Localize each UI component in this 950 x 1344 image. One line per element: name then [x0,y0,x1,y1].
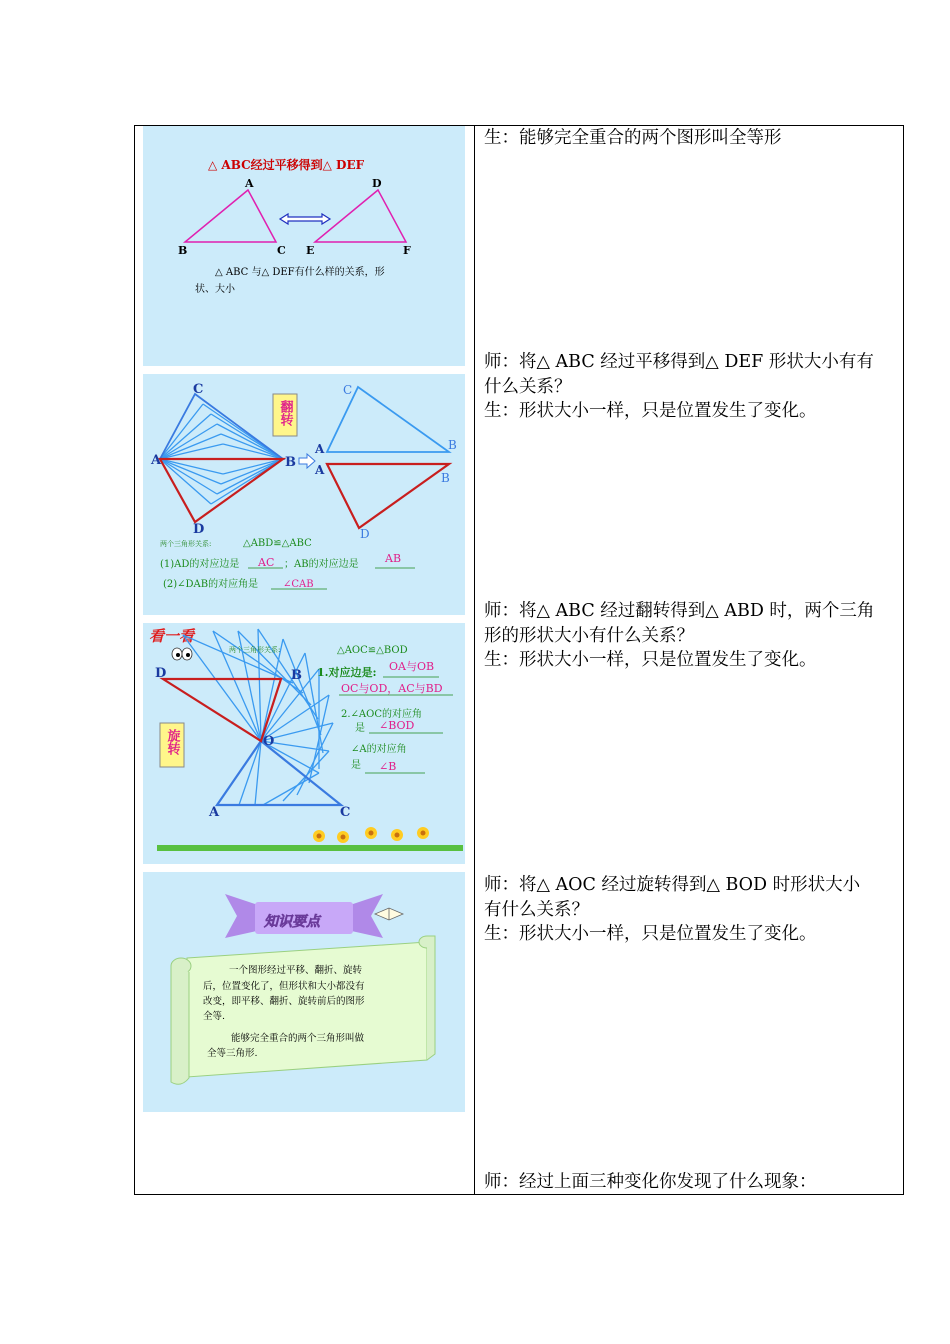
double-arrow-icon [280,214,330,224]
flip-q1-prefix: (1)AD的对应边是 [160,559,240,570]
rotation-item1-answer2: OC与OD，AC与BD [341,682,443,695]
label-a: A [245,177,254,190]
flip-label-c: C [193,382,204,397]
knowledge-line1: 一个图形经过平移、翻折、旋转 [229,965,363,976]
flip-q1-answer2: AB [385,552,402,565]
flip-arrow-icon [299,454,315,468]
slide-translation [143,126,465,366]
flower-border-decoration [157,827,463,851]
rotation-item2-answer: ∠BOD [379,719,415,732]
flip-relation-label: 两个三角形关系: [160,540,212,548]
book-icon [375,908,403,920]
rotation-item1-prefix: 1.对应边是: [317,666,377,679]
knowledge-line5: 能够完全重合的两个三角形叫做 [231,1033,365,1044]
rotation-fan-lines [183,629,333,805]
flip-right-d: D [360,527,370,541]
flip-label-a: A [151,453,162,468]
translation-title: △ ABC经过平移得到△ DEF [208,158,365,172]
flip-fan-lines [160,394,283,504]
flip-q1-answer: AC [258,556,275,569]
flip-diagram [143,374,465,615]
dialogue-teacher-rotation: 师：将△ AOC 经过旋转得到△ BOD 时形状大小 有什么关系？ 生：形状大小一样，只是位置发生了变化。 [484,875,861,944]
dialogue-teacher-flip: 师：将△ ABC 经过翻转得到△ ABD 时，两个三角 形的形状大小有什么关系？ 生：形状大小一样，只是位置发生了变化。 [484,601,875,670]
knowledge-line3: 改变，即平移、翻折、旋转前后的图形 [203,996,365,1007]
dialogue-teacher-translation: 师：将△ ABC 经过平移得到△ DEF 形状大小有有 什么关系？ 生：形状大小一样，只是位置发生了变化。 [484,352,874,421]
label-f: F [403,244,411,257]
flip-right-c: C [343,383,353,397]
label-e: E [306,244,315,257]
label-c: C [277,244,286,257]
triangle-def [315,190,406,242]
triangle-abc [185,190,276,242]
slide-knowledge [143,872,465,1112]
knowledge-line4: 全等. [203,1011,226,1022]
rotation-label-o: O [263,734,275,749]
rotation-relation-label: 两个三角形关系: [229,646,281,654]
translation-diagram [143,126,465,366]
label-d: D [372,177,382,190]
flip-q1-mid: ；AB的对应边是 [284,559,359,570]
flip-right-a-top: A [315,442,325,456]
dialogue-student-1: 生：能够完全重合的两个图形叫全等形 [484,128,782,148]
flip-right-a-bottom: A [315,463,325,477]
knowledge-banner-text: 知识要点 [264,914,320,930]
flip-label-d: D [193,522,205,537]
knowledge-diagram [143,872,465,1112]
flip-q2-answer: ∠CAB [283,579,314,590]
rotation-item3-answer: ∠B [379,760,397,773]
rotation-label-a: A [209,805,220,820]
flip-right-b-top: B [448,438,457,452]
rotation-diagram [143,623,465,864]
rotation-item1-answer1: OA与OB [389,660,435,673]
label-b: B [178,244,188,257]
slide-rotation [143,623,465,864]
rotation-label-c: C [340,805,351,820]
rotation-badge-text: 旋转 [164,729,180,755]
slide-flip [143,374,465,615]
column-divider [474,125,475,1195]
flip-right-b-bottom: B [441,471,450,485]
rotation-item2-prefix: 2.∠AOC的对应角 [341,709,422,720]
eyes-icon [172,648,192,660]
dialogue-teacher-summary: 师：经过上面三种变化你发现了什么现象： [484,1172,817,1192]
triangle-right-bottom [327,464,449,528]
rotation-congruence: △AOC≌△BOD [337,645,408,656]
rotation-item3-is: 是 [351,760,361,771]
rotation-label-b: B [291,668,302,683]
translation-question-line2: 状、大小 [195,284,235,295]
rotation-header: 看一看 [149,627,195,645]
rotation-label-d: D [155,666,167,681]
flip-q2-prefix: (2)∠DAB的对应角是 [163,579,259,590]
flip-congruence: △ABD≌△ABC [243,538,312,549]
knowledge-line6: 全等三角形. [207,1048,258,1059]
flip-label-b: B [285,455,296,470]
knowledge-line2: 后，位置变化了，但形状和大小都没有 [203,981,365,992]
rotation-item2-is: 是 [355,723,365,734]
translation-question-line1: △ ABC 与△ DEF有什么样的关系，形 [215,267,385,278]
flip-badge-text: 翻转 [277,400,293,426]
rotation-item3-prefix: ∠A的对应角 [351,744,407,755]
